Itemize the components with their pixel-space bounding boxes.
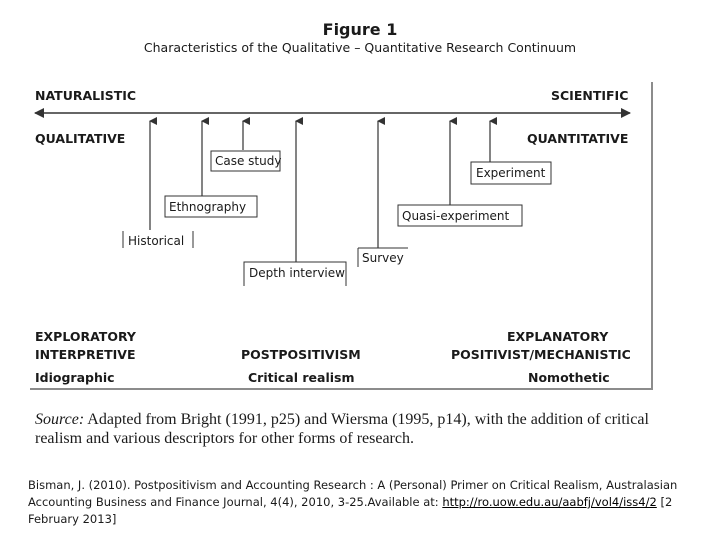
label-naturalistic: NATURALISTIC xyxy=(35,88,137,103)
method-depth-interview: Depth interview xyxy=(249,266,345,280)
label-quantitative: QUANTITATIVE xyxy=(527,131,629,146)
citation-suffix: [2 February 2013] xyxy=(28,495,673,526)
figure-title: Figure 1 xyxy=(322,20,398,39)
citation-text: Bisman, J. (2010). Postpositivism and Accounting Research : A (Personal) Primer on Critical Realism, Australasian Accounting Business and Finance Journal, 4(4), 2010, 3-25.Available at: xyxy=(28,478,678,509)
method-ethnography: Ethnography xyxy=(169,200,247,214)
figure-subtitle: Characteristics of the Qualitative – Quantitative Research Continuum xyxy=(143,40,577,55)
method-experiment: Experiment xyxy=(476,166,546,180)
citation xyxy=(28,477,698,528)
method-historical: Historical xyxy=(128,234,185,248)
method-case-study: Case study xyxy=(215,154,282,168)
method-quasi-experiment: Quasi-experiment xyxy=(402,209,510,223)
descriptor-critical-realism: Critical realism xyxy=(248,370,355,385)
descriptor-nomothetic: Nomothetic xyxy=(528,370,610,385)
source-label: Source: xyxy=(35,411,85,428)
label-scientific: SCIENTIFIC xyxy=(551,88,629,103)
descriptor-exploratory: EXPLORATORY xyxy=(35,329,136,344)
descriptor-postpositivism: POSTPOSITIVISM xyxy=(241,347,361,362)
descriptor-idiographic: Idiographic xyxy=(35,370,115,385)
label-qualitative: QUALITATIVE xyxy=(35,131,126,146)
citation-link[interactable]: http://ro.uow.edu.au/aabfj/vol4/iss4/2 xyxy=(442,495,657,509)
descriptor-positivist-mechanistic: POSITIVIST/MECHANISTIC xyxy=(451,347,631,362)
source-text: Adapted from Bright (1991, p25) and Wiersma (1995, p14), with the addition of critical realism and various descriptors for other forms of research. xyxy=(35,411,649,447)
source-note xyxy=(35,410,695,448)
descriptor-interpretive: INTERPRETIVE xyxy=(35,347,136,362)
descriptor-explanatory: EXPLANATORY xyxy=(507,329,609,344)
method-survey: Survey xyxy=(362,251,404,265)
